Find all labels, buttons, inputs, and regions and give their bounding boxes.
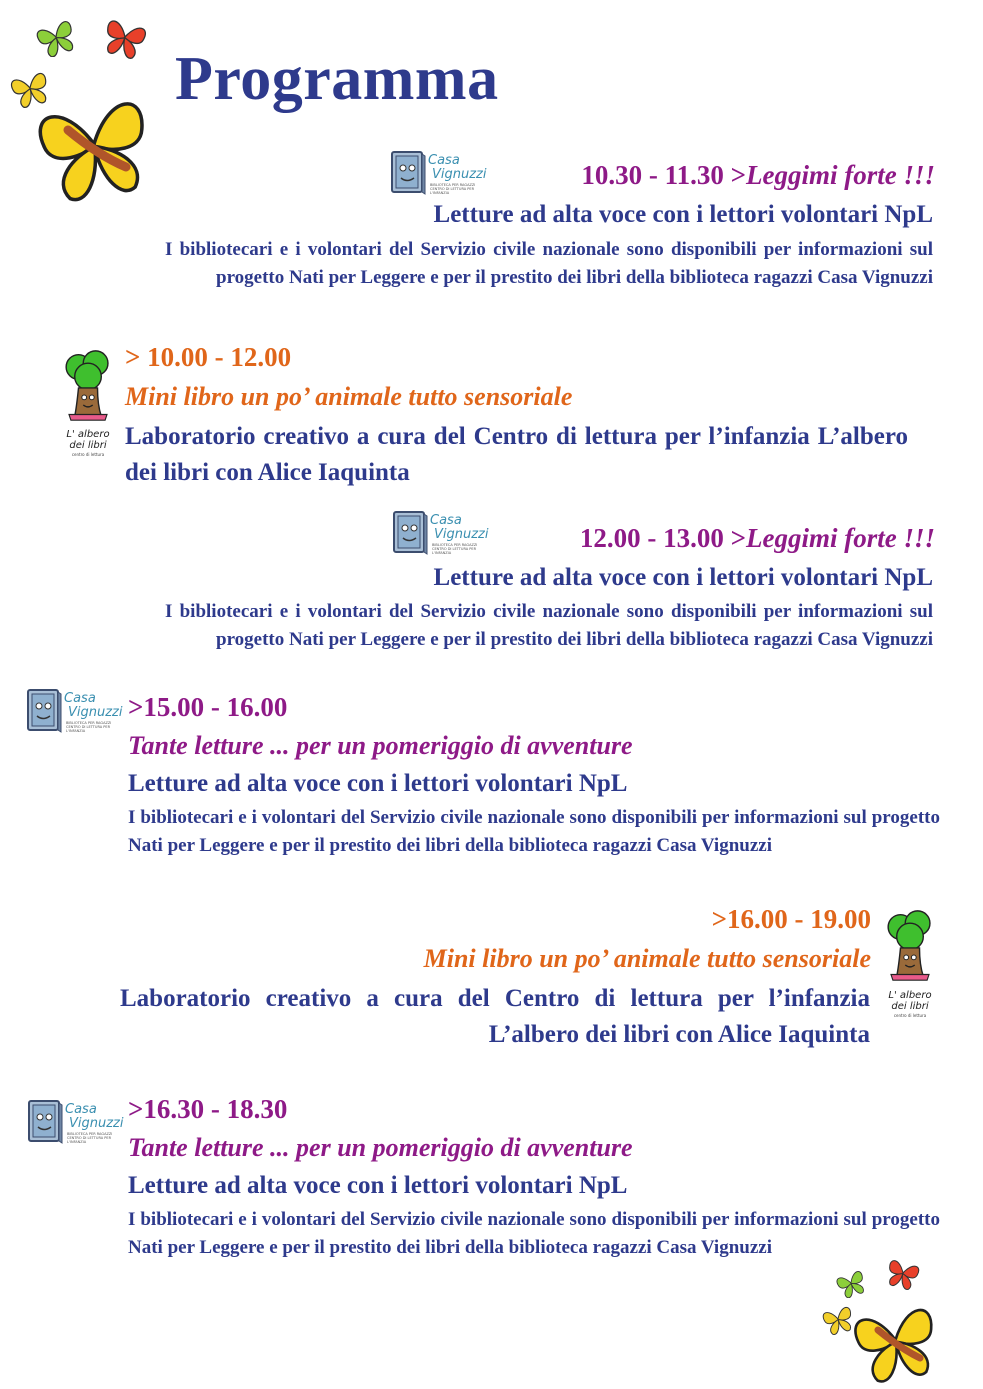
event-2-heading: Laboratorio creativo a cura del Centro di lettura per l’infanzia L’albero dei libri con Alice Iaquinta — [125, 423, 908, 486]
event-6-description: I bibliotecari e i volontari del Servizio civile nazionale sono disponibili per informazioni sul progetto Nati per Leggere e per il prestito dei libri della biblioteca ragazzi Casa Vignuzzi — [128, 1209, 940, 1258]
book-icon — [388, 148, 428, 198]
albero-logo-small: centro di lettura — [71, 452, 105, 457]
event-3-heading: Letture ad alta voce con i lettori volontari NpL — [433, 564, 933, 591]
big-yellow-butterfly-icon — [848, 1296, 943, 1384]
casa-logo-small: BIBLIOTECA PER RAGAZZI CENTRO DI LETTURA PER L'INFANZIA — [66, 721, 112, 733]
event-6-title: Tante letture ... per un pomeriggio di avventure — [128, 1133, 633, 1162]
casa-logo-small: BIBLIOTECA PER RAGAZZI CENTRO DI LETTURA PER L'INFANZIA — [67, 1132, 113, 1144]
event-1-time: 10.30 - 11.30 >Leggimi forte !!! — [581, 160, 935, 190]
book-icon — [390, 508, 430, 558]
casa-logo-text-1: Casa — [64, 691, 96, 706]
event-5-time: >16.00 - 19.00 — [711, 904, 871, 934]
event-3-time: 12.00 - 13.00 >Leggimi forte !!! — [579, 523, 935, 553]
event-5-heading: Laboratorio creativo a cura del Centro di lettura per l’infanzia L’albero dei libri con Alice Iaquinta — [120, 985, 870, 1048]
event-4-heading: Letture ad alta voce con i lettori volontari NpL — [128, 770, 628, 797]
green-butterfly-icon — [35, 17, 77, 57]
casa-logo-text-2: Vignuzzi — [69, 1116, 124, 1131]
green-butterfly-icon — [836, 1268, 866, 1298]
event-4-title: Tante letture ... per un pomeriggio di avventure — [128, 731, 633, 760]
book-icon — [24, 686, 64, 736]
casa-vignuzzi-logo — [388, 148, 488, 200]
casa-vignuzzi-logo — [24, 686, 124, 738]
event-6-heading: Letture ad alta voce con i lettori volontari NpL — [128, 1172, 628, 1199]
event-3-description: I bibliotecari e i volontari del Servizio civile nazionale sono disponibili per informazioni sul progetto Nati per Leggere e per il prestito dei libri della biblioteca ragazzi Casa Vignuzzi — [165, 601, 933, 650]
albero-logo-text-2: dei libri — [891, 1001, 929, 1012]
red-butterfly-icon — [886, 1256, 920, 1290]
casa-logo-text-1: Casa — [428, 153, 460, 168]
event-4-description: I bibliotecari e i volontari del Servizio civile nazionale sono disponibili per informazioni sul progetto Nati per Leggere e per il prestito dei libri della biblioteca ragazzi Casa Vignuzzi — [128, 807, 940, 856]
albero-logo-text-2: dei libri — [69, 440, 107, 451]
casa-logo-small: BIBLIOTECA PER RAGAZZI CENTRO DI LETTURA PER L'INFANZIA — [432, 543, 478, 555]
event-4-time: >15.00 - 16.00 — [128, 692, 288, 722]
casa-logo-text-1: Casa — [430, 513, 462, 528]
casa-logo-text-1: Casa — [65, 1102, 97, 1117]
event-2-title: Mini libro un po’ animale tutto sensoriale — [125, 382, 573, 411]
casa-vignuzzi-logo — [390, 508, 490, 560]
albero-tree-icon — [58, 348, 118, 424]
event-6-time: >16.30 - 18.30 — [128, 1094, 288, 1124]
event-5-title: Mini libro un po’ animale tutto sensoriale — [423, 944, 871, 973]
albero-logo-text-1: L' albero — [66, 429, 110, 440]
casa-logo-text-2: Vignuzzi — [68, 705, 123, 720]
event-2-time: > 10.00 - 12.00 — [125, 342, 292, 372]
event-1-heading: Letture ad alta voce con i lettori volontari NpL — [433, 201, 933, 228]
event-1-description: I bibliotecari e i volontari del Servizio civile nazionale sono disponibili per informazioni sul progetto Nati per Leggere e per il prestito dei libri della biblioteca ragazzi Casa Vignuzzi — [165, 239, 933, 288]
albero-tree-icon — [880, 908, 940, 984]
book-icon — [25, 1097, 65, 1147]
casa-logo-text-2: Vignuzzi — [434, 527, 489, 542]
albero-logo-text-1: L' albero — [888, 990, 932, 1001]
casa-logo-text-2: Vignuzzi — [432, 167, 487, 182]
albero-logo-small: centro di lettura — [893, 1013, 927, 1018]
casa-vignuzzi-logo — [25, 1097, 125, 1149]
big-yellow-butterfly-icon — [28, 85, 160, 203]
page-title: Programma — [175, 45, 499, 113]
casa-logo-small: BIBLIOTECA PER RAGAZZI CENTRO DI LETTURA PER L'INFANZIA — [430, 183, 476, 195]
red-butterfly-icon — [102, 15, 148, 59]
